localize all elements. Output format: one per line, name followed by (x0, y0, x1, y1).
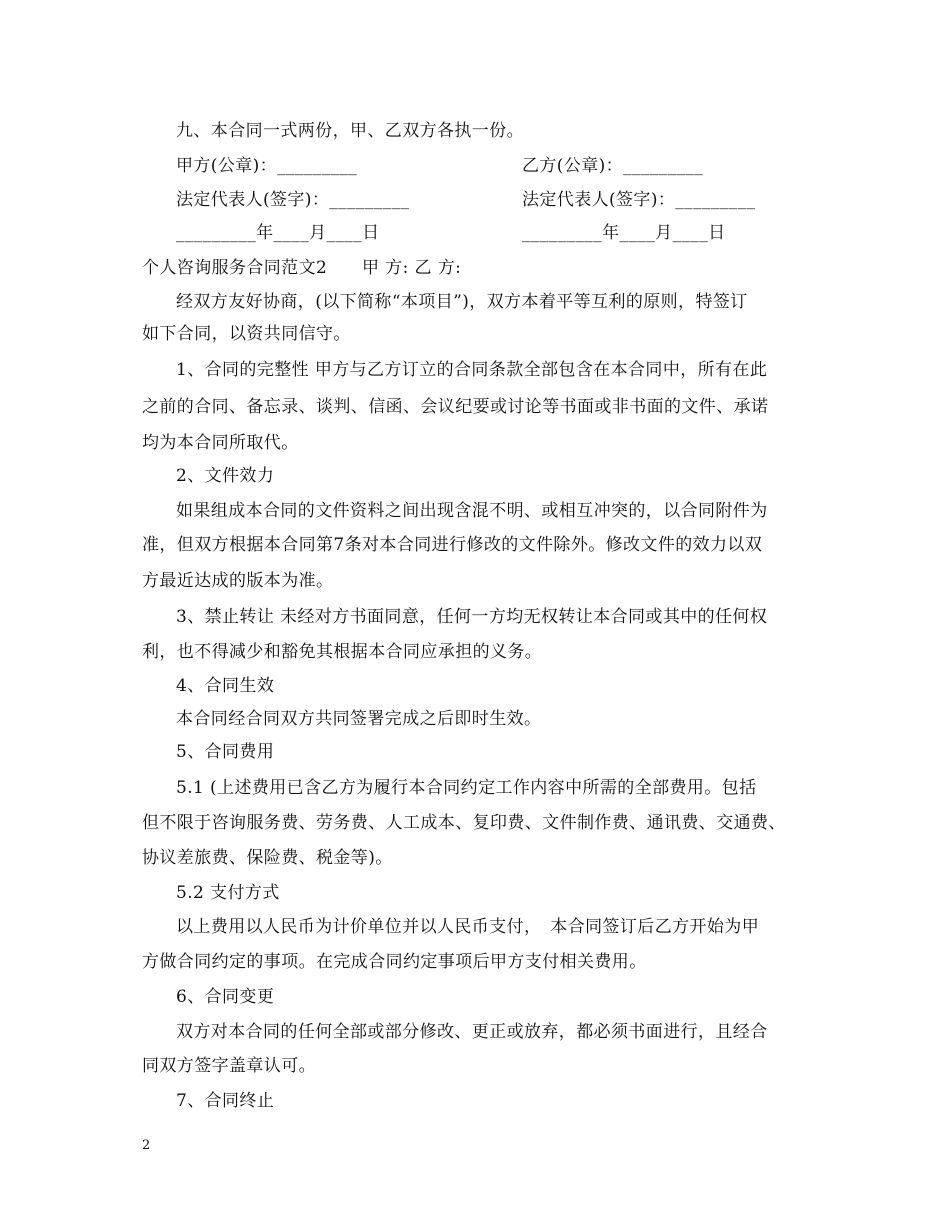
clause-5-1-line: 5.1 (上述费用已含乙方为履行本合同约定工作内容中所需的全部费用。包括 (176, 778, 757, 798)
body-line: 协议差旅费、保险费、税金等)。 (142, 848, 393, 868)
body-line: 之前的合同、备忘录、谈判、信函、会议纪要或讨论等书面或非书面的文件、承诺 (142, 397, 769, 417)
body-line: 如果组成本合同的文件资料之间出现含混不明、或相互冲突的，以合同附件为 (176, 501, 768, 521)
clause-7-heading: 7、合同终止 (176, 1091, 275, 1111)
clause-5-heading: 5、合同费用 (176, 742, 275, 762)
party-b-representative: 法定代表人(签字)：_________ (522, 190, 756, 210)
body-line: 准，但双方根据本合同第7条对本合同进行修改的文件除外。修改文件的效力以双 (142, 535, 763, 555)
page-number: 2 (142, 1138, 151, 1153)
party-a-date: _________年____月____日 (176, 223, 380, 243)
party-b-seal: 乙方(公章)：_________ (522, 156, 704, 176)
party-a-seal: 甲方(公章)：_________ (176, 156, 358, 176)
body-line: 方最近达成的版本为准。 (142, 571, 334, 591)
body-line: 本合同经合同双方共同签署完成之后即时生效。 (176, 709, 542, 729)
body-line: 均为本合同所取代。 (142, 433, 299, 453)
clause-6-heading: 6、合同变更 (176, 987, 275, 1007)
body-line: 方做合同约定的事项。在完成合同约定事项后甲方支付相关费用。 (142, 952, 647, 972)
clause-9: 九、本合同一式两份，甲、乙双方各执一份。 (176, 121, 524, 141)
body-line: 以上费用以人民币为计价单位并以人民币支付， 本合同签订后乙方开始为甲 (176, 917, 760, 937)
body-line: 如下合同，以资共同信守。 (142, 324, 351, 344)
body-line: 双方对本合同的任何全部或部分修改、更正或放弃，都必须书面进行，且经合 (176, 1022, 768, 1042)
clause-3-line: 3、禁止转让 未经对方书面同意，任何一方均无权转让本合同或其中的任何权 (176, 607, 768, 627)
party-b-date: _________年____月____日 (522, 223, 726, 243)
body-line: 同双方签字盖章认可。 (142, 1056, 316, 1076)
contract-heading: 个人咨询服务合同范文2 甲 方: 乙 方: (142, 258, 462, 278)
clause-2-heading: 2、文件效力 (176, 466, 275, 486)
clause-4-heading: 4、合同生效 (176, 676, 275, 696)
party-a-representative: 法定代表人(签字)：_________ (176, 190, 410, 210)
body-line: 利，也不得减少和豁免其根据本合同应承担的义务。 (142, 642, 543, 662)
clause-1-line: 1、合同的完整性 甲方与乙方订立的合同条款全部包含在本合同中，所有在此 (176, 360, 768, 380)
body-line: 经双方友好协商，(以下简称“本项目”)，双方本着平等互利的原则，特签订 (176, 292, 748, 312)
clause-5-2-heading: 5.2 支付方式 (176, 883, 280, 903)
body-line: 但不限于咨询服务费、劳务费、人工成本、复印费、文件制作费、通讯费、交通费、 (142, 813, 786, 833)
